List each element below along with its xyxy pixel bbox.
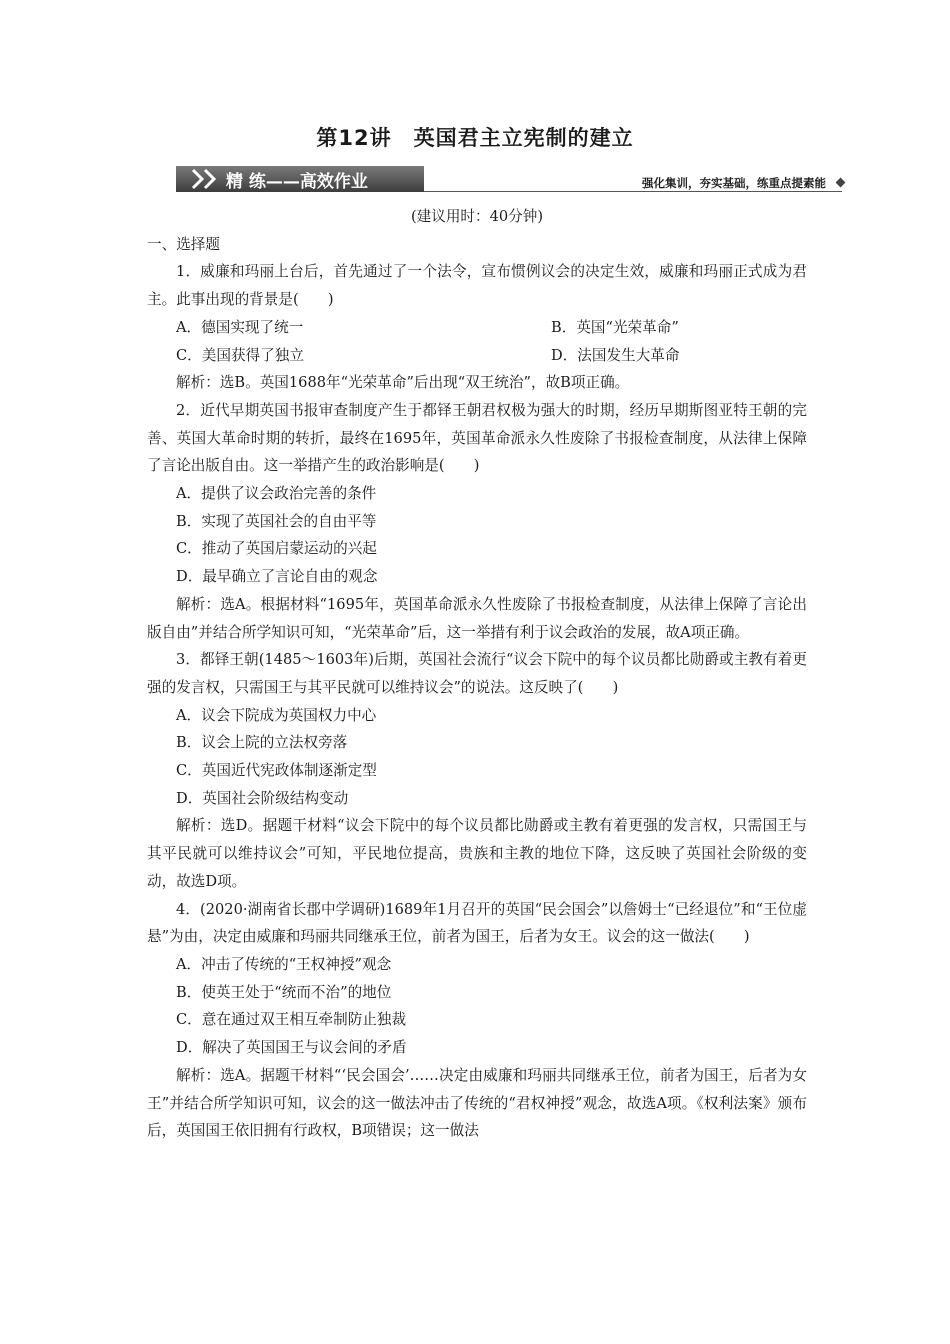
question-4-analysis: 解析：选A。据题干材料“‘民会国会’……决定由威廉和玛丽共同继承王位，前者为国王，后者为女王”并结合所学知识可知，议会的这一做法冲击了传统的“君权神授”观念，故选A项。《权利法案》颁布后，英国国王依旧拥有行政权，B项错误；这一做法 — [147, 1066, 807, 1140]
diamond-icon — [836, 178, 846, 188]
option: C．意在通过双王相互牵制防止独裁 — [176, 1011, 407, 1029]
question-4-stem: 4．(2020·湖南省长郡中学调研)1689年1月召开的英国“民会国会”以詹姆士“已经退位”和“王位虚悬”为由，决定由威廉和玛丽共同继承王位，前者为国王，后者为女王。议会的这一做法( ) — [147, 900, 807, 946]
option: B．议会上院的立法权旁落 — [176, 734, 348, 752]
question-1-analysis: 解析：选B。英国1688年“光荣革命”后出现“双王统治”，故B项正确。 — [176, 374, 630, 392]
option: B．英国“光荣革命” — [551, 318, 679, 336]
option: A．议会下院成为英国权力中心 — [176, 706, 377, 724]
option: A．冲击了传统的“王权神授”观念 — [176, 955, 392, 973]
question-1-options-row-2 — [147, 342, 807, 370]
option: B．使英王处于“统而不治”的地位 — [176, 983, 392, 1001]
option: D．法国发生大革命 — [551, 346, 680, 364]
option: D．解决了英国国王与议会间的矛盾 — [176, 1039, 407, 1057]
option: A．德国实现了统一 — [176, 318, 304, 336]
option: D．最早确立了言论自由的观念 — [176, 568, 378, 586]
question-2-stem: 2．近代早期英国书报审查制度产生于都铎王朝君权极为强大的时期，经历早期斯图亚特王朝的完善、英国大革命时期的转折，最终在1695年，英国革命派永久性废除了书报检查制度，从法律上保障了言论出版自由。这一举措产生的政治影响是( ) — [147, 401, 807, 475]
double-chevron-icon — [190, 168, 224, 190]
banner-bar — [176, 166, 424, 192]
option: A．提供了议会政治完善的条件 — [176, 485, 377, 503]
banner-divider — [424, 191, 842, 192]
exercise-body — [147, 203, 807, 1145]
option: B．实现了英国社会的自由平等 — [176, 512, 377, 530]
question-3-analysis: 解析：选D。据题干材料“议会下院中的每个议员都比勋爵或主教有着更强的发言权，只需国王与其平民就可以维持议会”可知，平民地位提高，贵族和主教的地位下降，这反映了英国社会阶级的变动，故选D项。 — [147, 817, 807, 890]
banner-label: 精 练——高效作业 — [226, 172, 368, 192]
question-2-analysis: 解析：选A。根据材料“1695年，英国革命派永久性废除了书报检查制度，从法律上保障了言论出版自由”并结合所学知识可知，“光荣革命”后，这一举措有利于议会政治的发展，故A项正确。 — [147, 595, 807, 641]
banner-tagline: 强化集训，夯实基础，练重点提素能 — [642, 176, 826, 190]
section-banner — [176, 166, 848, 196]
time-hint: (建议用时：40分钟) — [410, 208, 544, 225]
section-heading: 一、选择题 — [147, 235, 220, 253]
option: C．英国近代宪政体制逐渐定型 — [176, 762, 377, 780]
page-title: 第12讲 英国君主立宪制的建立 — [316, 126, 634, 150]
question-1-stem: 1．威廉和玛丽上台后，首先通过了一个法令，宣布惯例议会的决定生效，威廉和玛丽正式成为君主。此事出现的背景是( ) — [147, 263, 807, 309]
option: D．英国社会阶级结构变动 — [176, 789, 349, 807]
question-1-options-row-1 — [147, 314, 807, 342]
option: C．推动了英国启蒙运动的兴起 — [176, 540, 377, 558]
option: C．美国获得了独立 — [176, 346, 304, 364]
question-3-stem: 3．都铎王朝(1485～1603年)后期，英国社会流行“议会下院中的每个议员都比勋爵或主教有着更强的发言权，只需国王与其平民就可以维持议会”的说法。这反映了( ) — [147, 651, 807, 696]
